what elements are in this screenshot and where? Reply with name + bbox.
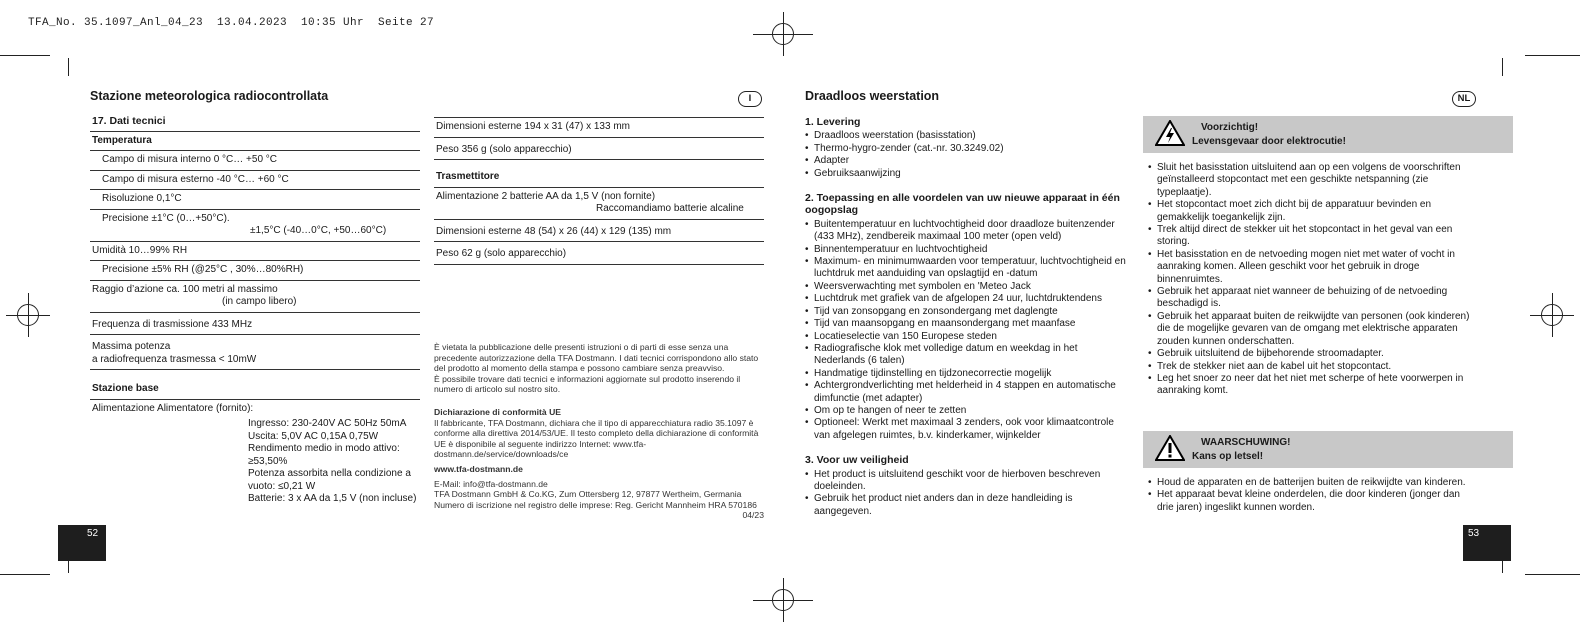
- list-item: • Binnentemperatuur en luchtvochtigheid: [805, 244, 1131, 256]
- table-row: Risoluzione 0,1°C: [90, 190, 420, 210]
- row-line: (in campo libero): [222, 296, 297, 307]
- list-item: • Houd de apparaten en de batterijen buiten de reikwijdte van kinderen.: [1148, 477, 1476, 489]
- row-line: a radiofrequenza trasmessa < 10mW: [92, 353, 257, 365]
- list-item: • Gebruik uitsluitend de bijbehorende stroomadapter.: [1148, 348, 1476, 360]
- list-item: • Optioneel: Werkt met maximaal 3 zenders, ook voor klimaatcontrole van afgelegen ruimtes, b.v. kinderkamer, wijnkelder: [805, 417, 1131, 442]
- table-row: Precisione ±5% RH (@25°C , 30%…80%RH): [90, 261, 420, 281]
- list-item: • Tijd van maansopgang en maansondergang met maanfase: [805, 318, 1131, 330]
- list-item: • Buitentemperatuur en luchtvochtigheid door draadloze buitenzender (433 MHz), zendbereik maximaal 100 meter (open veld): [805, 219, 1131, 244]
- tech-data-table-continued: [434, 117, 764, 265]
- row-line: Alimentazione 2 batterie AA da 1,5 V (non fornite): [436, 190, 656, 202]
- table-row: Umidità 10…99% RH: [90, 242, 420, 262]
- list-item: • Radiografische klok met volledige datum en weekdag in het Nederlands (6 talen): [805, 343, 1131, 368]
- legal-paragraph: È vietata la pubblicazione delle presenti istruzioni o di parti di esse senza una precedente autorizzazione della TFA Dostmann. I dati tecnici corrispondono allo stato del prodotto al momento della stampa e possono cambiare senza preavviso.: [434, 342, 759, 374]
- table-row: [90, 335, 420, 370]
- row-line: ±1,5°C (-40…0°C, +50…60°C): [250, 225, 387, 236]
- page-title: Stazione meteorologica radiocontrollata: [90, 89, 329, 103]
- warning-list: [1148, 162, 1476, 398]
- list-item: • Maximum- en minimumwaarden voor temperatuur, luchtvochtigheid en luchtdruk met aanduiding van opslagtijd en -datum: [805, 256, 1131, 281]
- section-title: 2. Toepassing en alle voordelen van uw nieuwe apparaat in één oogopslag: [805, 192, 1120, 217]
- page-number-box: [58, 525, 106, 561]
- list-item: • Het product is uitsluitend geschikt voor de hierboven beschreven doeleinden.: [805, 469, 1131, 494]
- list-item: • Trek de stekker niet aan de kabel uit het stopcontact.: [1148, 361, 1476, 373]
- row-line: Raccomandiamo batterie alcaline: [596, 203, 744, 214]
- language-badge: NL: [1452, 91, 1476, 107]
- declaration-text: Il fabbricante, TFA Dostmann, dichiara che il tipo di apparecchiatura radio 35.1097 è conforme alla direttiva 2014/53/UE. Il testo completo della dichiarazione di conformità UE è disponibile al seguente indirizzo Internet: www.tfa-dostmann.de/service/downloads/ce: [434, 417, 759, 460]
- registration-mark: [6, 293, 50, 337]
- crop-mark: [1525, 55, 1580, 56]
- page-title: Draadloos weerstation: [805, 89, 940, 103]
- table-row: Dimensioni esterne 194 x 31 (47) x 133 mm: [434, 117, 764, 138]
- table-row: [434, 188, 764, 220]
- crop-mark: [68, 58, 69, 76]
- list-item: • Leg het snoer zo neer dat het niet met scherpe of hete voorwerpen in aanraking komt.: [1148, 373, 1476, 398]
- warning-title: WAARSCHUWING!: [1201, 437, 1291, 448]
- list-item: • Trek altijd direct de stekker uit het stopcontact in het geval van een storing.: [1148, 224, 1476, 249]
- list-item: • Om op te hangen of neer te zetten: [805, 405, 1131, 417]
- registration-mark: [753, 12, 813, 56]
- page-number: 52: [87, 528, 99, 539]
- list-item: • Gebruik het product niet anders dan in deze handleiding is aangegeven.: [805, 493, 1131, 518]
- list-item: • Weersverwachting met symbolen en 'Meteo Jack: [805, 281, 1131, 293]
- crop-mark: [0, 55, 50, 56]
- list-item: • Thermo-hygro-zender (cat.-nr. 30.3249.02): [805, 143, 1131, 155]
- list-item: • Handmatige tijdinstelling en tijdzonecorrectie mogelijk: [805, 368, 1131, 380]
- warning-subtitle: Levensgevaar door elektrocutie!: [1192, 136, 1346, 147]
- warning-list: [1148, 477, 1476, 514]
- section-title: 1. Levering: [805, 116, 861, 128]
- legal-paragraph: È possibile trovare dati tecnici e informazioni aggiornate sul prodotto inserendo il numero di articolo sul nostro sito.: [434, 373, 741, 395]
- list-item: • Gebruik het apparaat buiten de reikwijdte van personen (ook kinderen) die de mogelijke gevaren van de omgang met elektrische apparaten zouden kunnen onderschatten.: [1148, 311, 1476, 348]
- table-row: Campo di misura esterno -40 °C… +60 °C: [90, 171, 420, 191]
- registration-mark: [753, 578, 813, 622]
- list-item: • Het stopcontact moet zich dicht bij de apparatuur bevinden en gemakkelijk toegankelijk zijn.: [1148, 199, 1476, 224]
- register-number: Numero di iscrizione nel registro delle imprese: Reg. Gericht Mannheim HRA 570186: [434, 499, 757, 510]
- list-item: • Locatieselectie van 150 Europese steden: [805, 331, 1131, 343]
- list-item: • Het basisstation en de netvoeding mogen niet met water of vocht in aanraking komen. Alleen geschikt voor het gebruik in droge binnenruimtes.: [1148, 249, 1476, 286]
- table-row: Dimensioni esterne 48 (54) x 26 (44) x 129 (135) mm: [434, 220, 764, 243]
- table-row: Peso 62 g (solo apparecchio): [434, 242, 764, 265]
- warning-box-electrocution: [1143, 116, 1513, 153]
- list-item: • Gebruiksaanwijzing: [805, 168, 1131, 180]
- table-row: Campo di misura interno 0 °C… +50 °C: [90, 151, 420, 171]
- list-item: • Draadloos weerstation (basisstation): [805, 130, 1131, 142]
- warning-subtitle: Kans op letsel!: [1192, 451, 1264, 462]
- section-title: 3. Voor uw veiligheid: [805, 454, 909, 467]
- list-item: • Luchtdruk met grafiek van de afgelopen 24 uur, luchtdruktendens: [805, 293, 1131, 305]
- company-address: TFA Dostmann GmbH & Co.KG, Zum Ottersberg 12, 97877 Wertheim, Germania: [434, 489, 742, 500]
- subsection-title: Temperatura: [90, 132, 420, 152]
- crop-mark: [1525, 574, 1580, 575]
- registration-mark: [1530, 293, 1574, 337]
- list-item: • Achtergrondverlichting met helderheid in 4 stappen en automatische dimfunctie (met adapter): [805, 380, 1131, 405]
- list-item: • Tijd van zonsopgang en zonsondergang met daglengte: [805, 306, 1131, 318]
- list-item: • Adapter: [805, 155, 1131, 167]
- email-link[interactable]: E-Mail: info@tfa-dostmann.de: [434, 478, 548, 489]
- list-item: • Het apparaat bevat kleine onderdelen, die door kinderen (jonger dan drie jaren) ingeslikt kunnen worden.: [1148, 489, 1476, 514]
- edition-date: 04/23: [742, 510, 764, 521]
- power-supply-block: Ingresso: 230-240V AC 50Hz 50mA Uscita: 5,0V AC 0,15A 0,75W Rendimento medio in modo attivo: ≥53,50% Potenza assorbita nella condizione a vuoto: ≤0,21 W Batterie: 3 x AA da 1,5 V (non incluse): [248, 418, 417, 504]
- page-number: 53: [1468, 528, 1480, 539]
- row-line: Massima potenza: [92, 341, 171, 352]
- list-item: • Gebruik het apparaat niet wanneer de behuizing of de netvoeding beschadigd is.: [1148, 286, 1476, 311]
- list-item: • Sluit het basisstation uitsluitend aan op een volgens de voorschriften geïnstalleerd stopcontact met een geschikte netspanning (zie typeplaatje).: [1148, 162, 1476, 199]
- page-number-box: [1463, 525, 1511, 561]
- print-header: TFA_No. 35.1097_Anl_04_23 13.04.2023 10:35 Uhr Seite 27: [28, 17, 435, 29]
- section-title: 17. Dati tecnici: [90, 112, 420, 132]
- crop-mark: [0, 574, 50, 575]
- content-column: [805, 116, 1131, 518]
- crop-mark: [1502, 58, 1503, 76]
- legal-notes: [434, 342, 764, 521]
- warning-triangle-icon: [1155, 120, 1185, 146]
- declaration-title: Dichiarazione di conformità UE: [434, 406, 562, 417]
- subsection-title: Stazione base: [90, 380, 420, 400]
- table-row: Alimentazione Alimentatore (fornito):: [92, 402, 254, 414]
- table-row: [90, 210, 420, 242]
- table-row: Frequenza di trasmissione 433 MHz: [90, 313, 420, 336]
- row-line: Raggio d’azione ca. 100 metri al massimo: [92, 283, 278, 295]
- warning-box-injury: [1143, 431, 1513, 468]
- warning-title: Voorzichtig!: [1201, 122, 1259, 133]
- table-row: Peso 356 g (solo apparecchio): [434, 138, 764, 161]
- subsection-title: Trasmettitore: [434, 168, 764, 188]
- website-link[interactable]: www.tfa-dostmann.de: [434, 463, 523, 474]
- language-badge: I: [738, 91, 762, 107]
- table-row: [90, 281, 420, 313]
- row-line: Precisione ±1°C (0…+50°C).: [102, 212, 230, 224]
- tech-data-table: [90, 112, 420, 506]
- warning-exclamation-icon: [1155, 435, 1185, 461]
